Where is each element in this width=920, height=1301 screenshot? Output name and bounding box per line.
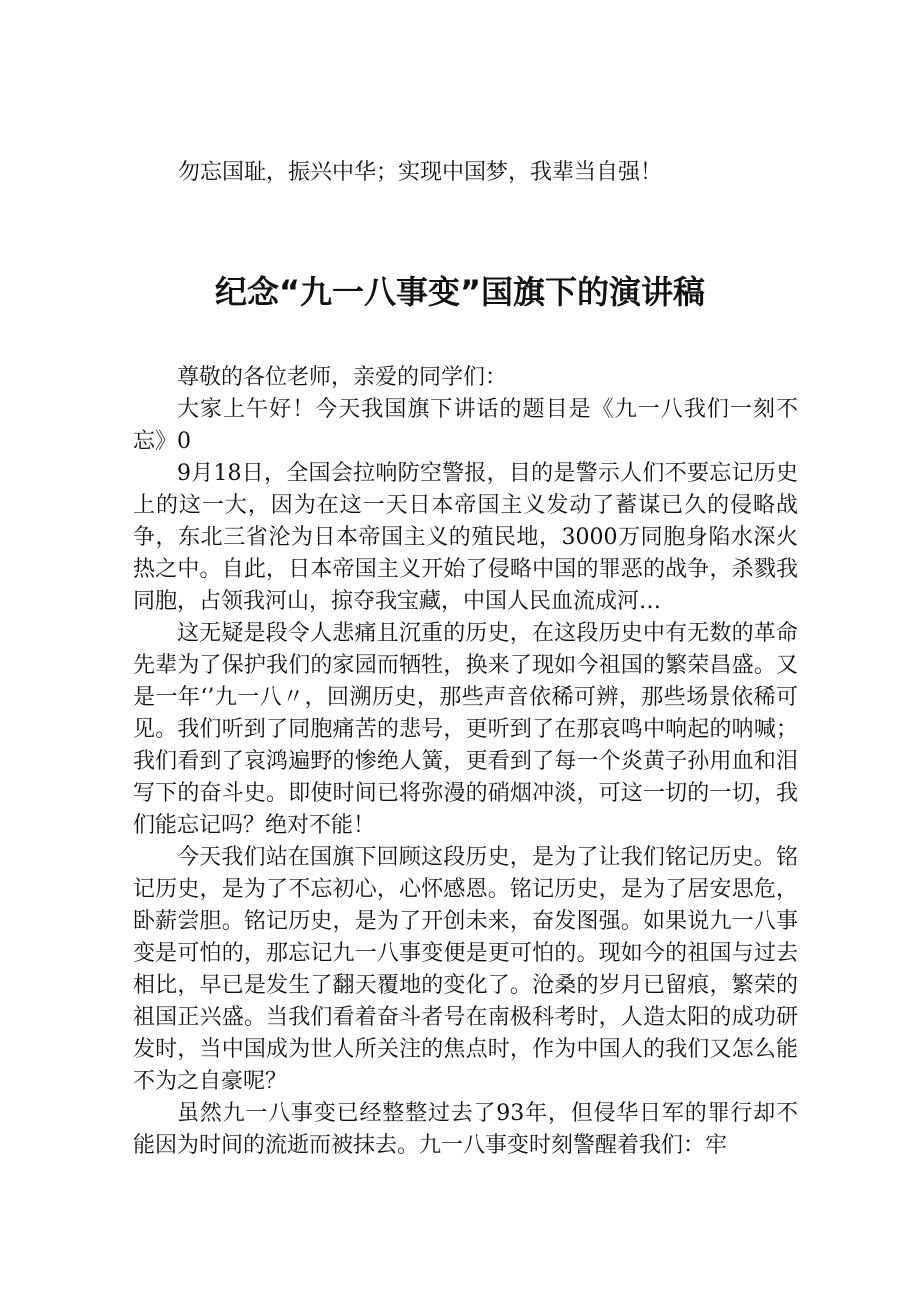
paragraph-closing: 虽然九一八事变已经整整过去了93年，但侵华日军的罪行却不能因为时间的流逝而被抹去。九一八事变时刻警醒着我们：牢 [133,1101,798,1158]
paragraph-history: 9月18日，全国会拉响防空警报，目的是警示人们不要忘记历史上的这一大，因为在这一天日本帝国主义发动了蓄谋已久的侵略战争，东北三省沦为日本帝国主义的殖民地，3000万同胞身陷水深火热之中。自此，日本帝国主义开始了侵略中国的罪恶的战争，杀戮我同胞，占领我河山，掠夺我宝藏，中国人民血流成河… [133,461,798,614]
motto-line: 勿忘国耻，振兴中华；实现中国梦，我辈当自强！ [178,160,663,185]
paragraph-sacrifice: 这无疑是段令人悲痛且沉重的历史，在这段历史中有无数的革命先辈为了保护我们的家园而牺牲，换来了现如今祖国的繁荣昌盛。又是一年‘’九一八〃，回溯历史，那些声音依稀可辨，那些场景依稀可见。我们听到了同胞痛苦的悲号，更听到了在那哀鸣中响起的呐喊；我们看到了哀鸿遍野的惨绝人簧，更看到了每一个炎黄子孙用血和泪写下的奋斗史。即使时间已将弥漫的硝烟冲淡，可这一切的一切，我们能忘记吗？绝对不能！ [133,621,798,838]
paragraph-greeting: 大家上午好！今天我国旗下讲话的题目是《九一八我们一刻不忘》0 [133,397,798,454]
speech-title: 纪念“九一八事变”国旗下的演讲稿 [214,273,706,311]
paragraph-remember: 今天我们站在国旗下回顾这段历史，是为了让我们铭记历史。铭记历史，是为了不忘初心，心怀感恩。铭记历史，是为了居安思危，卧薪尝胆。铭记历史，是为了开创未来，奋发图强。如果说九一八事变是可怕的，那忘记九一八事变便是更可怕的。现如今的祖国与过去相比，早已是发生了翻天覆地的变化了。沧桑的岁月已留痕，繁荣的祖国正兴盛。当我们看着奋斗者号在南极科考时，人造太阳的成功研发时，当中国成为世人所关注的焦点时，作为中国人的我们又怎么能不为之自豪呢？ [133,845,798,1094]
speech-body [133,362,798,1162]
paragraph-salutation: 尊敬的各位老师，亲爱的同学们： [177,365,508,390]
